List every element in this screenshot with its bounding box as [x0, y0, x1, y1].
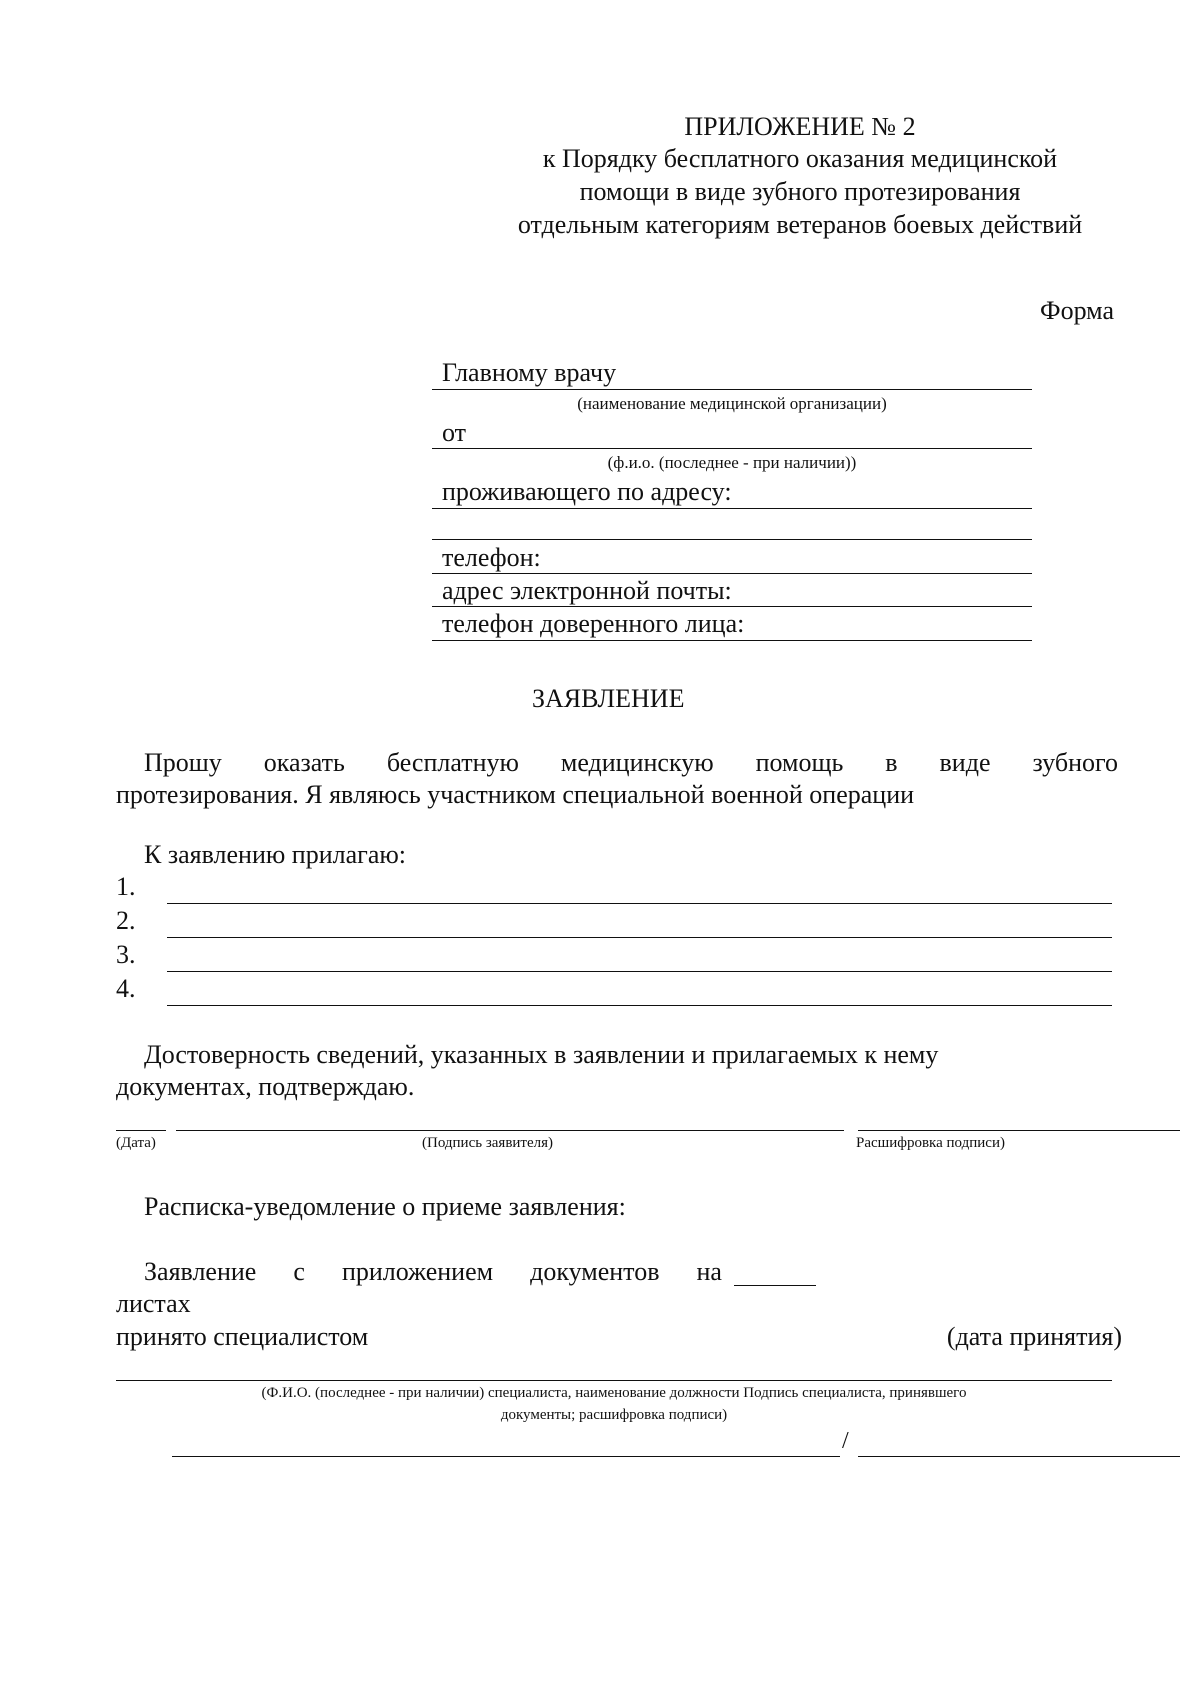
receipt-word: Заявление: [144, 1257, 257, 1286]
appendix-title: ПРИЛОЖЕНИЕ № 2: [684, 112, 916, 141]
signature-decode-caption: Расшифровка подписи): [856, 1135, 1005, 1151]
request-word: Прошу: [144, 748, 222, 777]
appendix-subtitle-line-1: к Порядку бесплатного оказания медицинской: [542, 144, 1058, 173]
fio-caption: (ф.и.о. (последнее - при наличии)): [607, 453, 857, 472]
date-caption: (Дата): [116, 1135, 156, 1151]
request-word: бесплатную: [386, 748, 519, 777]
attach-label: К заявлению прилагаю:: [144, 840, 407, 869]
address-label: проживающего по адресу:: [442, 477, 732, 506]
address-line-2[interactable]: [432, 539, 1032, 540]
attachment-line-1[interactable]: [167, 903, 1112, 904]
specialist-info-line[interactable]: [116, 1380, 1112, 1381]
appendix-subtitle-line-2: помощи в виде зубного протезирования: [579, 177, 1021, 206]
receipt-line-1: [144, 1257, 722, 1287]
form-label: Форма: [1040, 296, 1114, 325]
accepted-by-label: принято специалистом: [116, 1322, 369, 1351]
applicant-signature-line[interactable]: [176, 1130, 844, 1131]
receipt-title: Расписка-уведомление о приеме заявления:: [144, 1192, 626, 1221]
specialist-caption-line-2: документы; расшифровка подписи): [500, 1407, 728, 1423]
statement-title: ЗАЯВЛЕНИЕ: [532, 684, 685, 713]
sheets-word: листах: [116, 1289, 191, 1318]
phone-line[interactable]: [432, 573, 1032, 574]
phone-label: телефон:: [442, 543, 541, 572]
request-word: зубного: [1032, 748, 1118, 777]
receipt-word: приложением: [341, 1257, 494, 1286]
applicant-signature-caption: (Подпись заявителя): [422, 1135, 554, 1151]
confirm-line-1: Достоверность сведений, указанных в заявлении и прилагаемых к нему: [144, 1040, 939, 1069]
receipt-word: с: [293, 1257, 305, 1286]
request-line-1: [116, 748, 1118, 778]
attachment-number: 3.: [116, 940, 136, 969]
attachment-line-4[interactable]: [167, 1005, 1112, 1006]
attachment-line-3[interactable]: [167, 971, 1112, 972]
email-label: адрес электронной почты:: [442, 576, 732, 605]
request-word: помощь: [755, 748, 844, 777]
confirm-line-2: документах, подтверждаю.: [116, 1072, 415, 1101]
email-line[interactable]: [432, 606, 1032, 607]
request-word: в: [885, 748, 898, 777]
trustee-phone-label: телефон доверенного лица:: [442, 609, 745, 638]
request-line-2: протезирования. Я являюсь участником специальной военной операции: [116, 780, 915, 809]
slash-separator: /: [842, 1428, 849, 1454]
attachment-line-2[interactable]: [167, 937, 1112, 938]
org-name-line[interactable]: [432, 389, 1032, 390]
specialist-caption-line-1: (Ф.И.О. (последнее - при наличии) специалиста, наименование должности Подпись специалиста, принявшего: [261, 1385, 967, 1401]
sheets-count-line[interactable]: [734, 1285, 816, 1286]
org-name-caption: (наименование медицинской организации): [577, 394, 887, 413]
specialist-signature-line[interactable]: [172, 1456, 840, 1457]
request-word: оказать: [263, 748, 345, 777]
receipt-word: документов: [530, 1257, 660, 1286]
attachment-number: 2.: [116, 906, 136, 935]
request-word: виде: [939, 748, 991, 777]
signature-decode-line[interactable]: [858, 1130, 1180, 1131]
attachment-number: 1.: [116, 872, 136, 901]
accept-date-label: (дата принятия): [946, 1322, 1122, 1351]
date-line[interactable]: [116, 1130, 166, 1131]
trustee-phone-line[interactable]: [432, 640, 1032, 641]
fio-line[interactable]: [432, 448, 1032, 449]
from-label: от: [442, 418, 467, 447]
specialist-decode-line[interactable]: [858, 1456, 1180, 1457]
attachment-number: 4.: [116, 974, 136, 1003]
appendix-subtitle-line-3: отдельным категориям ветеранов боевых действий: [517, 210, 1083, 239]
address-line-1[interactable]: [432, 508, 1032, 509]
receipt-word: на: [696, 1257, 722, 1286]
chief-doctor-label: Главному врачу: [442, 358, 617, 387]
request-word: медицинскую: [560, 748, 714, 777]
